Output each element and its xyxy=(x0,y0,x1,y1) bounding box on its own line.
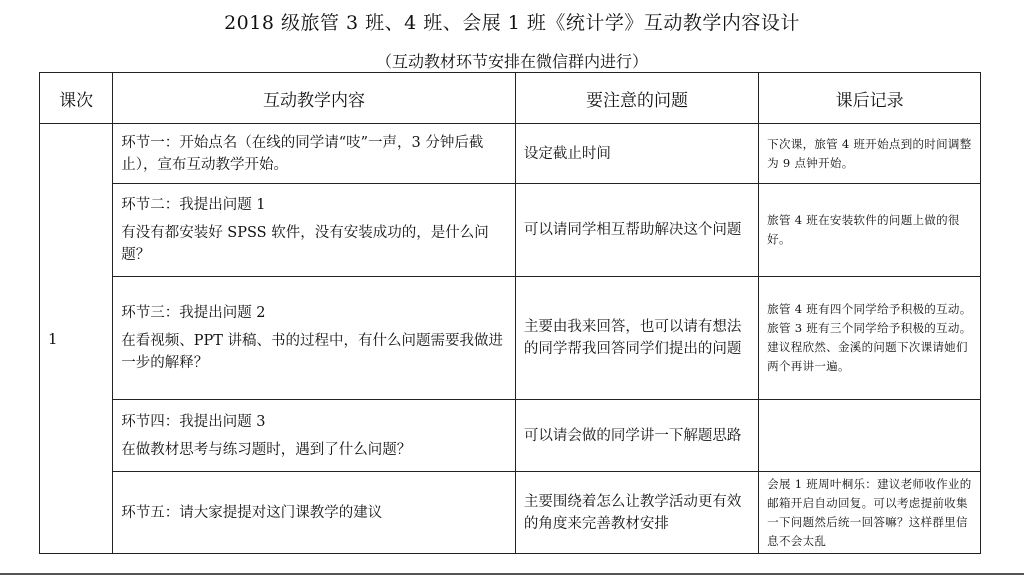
header-session: 课次 xyxy=(40,73,113,124)
header-notes: 要注意的问题 xyxy=(515,73,758,124)
step-title: 环节四：我提出问题 3 xyxy=(121,413,266,430)
record-cell: 会展 1 班周叶桐乐：建议老师收作业的邮箱开启自动回复。可以考虑提前收集一下问题然后统一回答嘛？这样群里信息不会太乱 xyxy=(759,472,981,554)
record-cell: 旅管 4 班在安装软件的问题上做的很好。 xyxy=(759,184,981,277)
notes-cell: 主要由我来回答，也可以请有想法的同学帮我回答同学们提出的问题 xyxy=(515,277,758,400)
table-row xyxy=(40,124,981,184)
step-question: 有没有都安装好 SPSS 软件，没有安装成功的，是什么问题？ xyxy=(121,225,489,263)
table-row xyxy=(40,184,981,277)
step-question: 在看视频、PPT 讲稿、书的过程中，有什么问题需要我做进一步的解释？ xyxy=(121,333,503,371)
session-number: 1 xyxy=(40,124,113,554)
table-row xyxy=(40,472,981,554)
content-cell xyxy=(113,124,516,184)
document-subtitle: （互动教材环节安排在微信群内进行） xyxy=(375,52,648,71)
content-cell xyxy=(113,184,516,277)
record-line: 旅管 4 班有四个同学给予积极的互动。 xyxy=(767,302,972,316)
teaching-plan-table xyxy=(39,72,981,554)
document-title: 2018 级旅管 3 班、4 班、会展 1 班《统计学》互动教学内容设计 xyxy=(224,12,800,34)
content-cell xyxy=(113,472,516,554)
notes-cell: 设定截止时间 xyxy=(515,124,758,184)
notes-cell: 主要围绕着怎么让教学活动更有效的角度来完善教材安排 xyxy=(515,472,758,554)
notes-cell: 可以请会做的同学讲一下解题思路 xyxy=(515,400,758,472)
record-line: 旅管 3 班有三个同学给予积极的互动。建议程欣然、金溪的问题下次课请她们两个再讲一遍。 xyxy=(767,321,972,373)
record-cell xyxy=(759,277,981,400)
step-title: 环节二：我提出问题 1 xyxy=(121,197,266,213)
table-row xyxy=(40,277,981,400)
content-cell xyxy=(113,277,516,400)
header-content: 互动教学内容 xyxy=(113,73,516,124)
bottom-divider xyxy=(0,573,1024,575)
step-title: 环节三：我提出问题 2 xyxy=(121,305,266,321)
step-title: 环节五：请大家提提对这门课教学的建议 xyxy=(121,504,383,521)
content-text: 环节一：开始点名（在线的同学请“吱”一声，3 分钟后截止），宣布互动教学开始。 xyxy=(121,134,484,173)
table-header-row xyxy=(40,73,981,124)
record-cell: 下次课，旅管 4 班开始点到的时间调整为 9 点钟开始。 xyxy=(759,124,981,184)
notes-cell: 可以请同学相互帮助解决这个问题 xyxy=(515,184,758,277)
content-cell xyxy=(113,400,516,472)
step-question: 在做教材思考与练习题时，遇到了什么问题？ xyxy=(121,441,412,458)
table-row xyxy=(40,400,981,472)
record-cell xyxy=(759,400,981,472)
header-record: 课后记录 xyxy=(759,73,981,124)
